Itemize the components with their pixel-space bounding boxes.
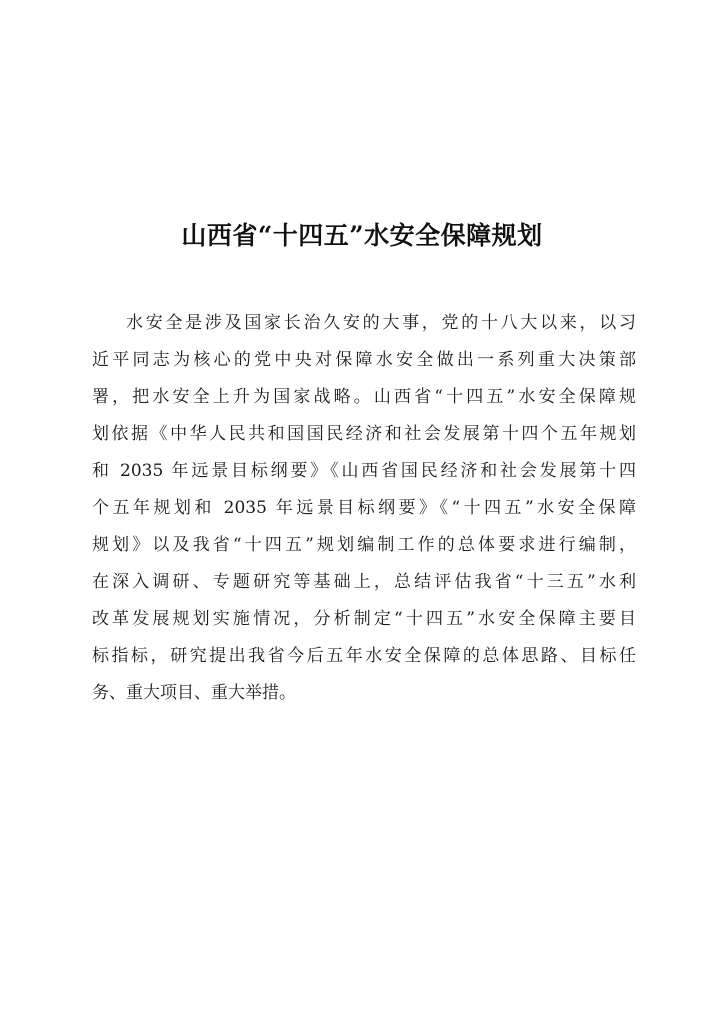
paragraph-line-6: 个五年规划和 2035 年远景目标纲要》《“十四五”水安全保障 — [92, 498, 636, 518]
paragraph-line-9: 改革发展规划实施情况，分析制定“十四五”水安全保障主要目 — [92, 609, 636, 629]
paragraph-line-8: 在深入调研、专题研究等基础上，总结评估我省“十三五”水利 — [92, 572, 636, 592]
paragraph-line-7: 规划》以及我省“十四五”规划编制工作的总体要求进行编制， — [92, 535, 636, 555]
paragraph-line-10: 标指标，研究提出我省今后五年水安全保障的总体思路、目标任 — [92, 646, 636, 666]
paragraph-line-2: 近平同志为核心的党中央对保障水安全做出一系列重大决策部 — [92, 350, 636, 370]
paragraph-line-3: 署，把水安全上升为国家战略。山西省“十四五”水安全保障规 — [92, 387, 636, 407]
paragraph-line-1: 水安全是涉及国家长治久安的大事，党的十八大以来，以习 — [126, 313, 636, 333]
paragraph-line-11: 务、重大项目、重大举措。 — [92, 683, 296, 703]
document-title: 山西省“十四五”水安全保障规划 — [181, 221, 543, 250]
paragraph-line-4: 划依据《中华人民共和国国民经济和社会发展第十四个五年规划 — [92, 424, 636, 444]
paragraph-line-5: 和 2035 年远景目标纲要》《山西省国民经济和社会发展第十四 — [92, 461, 636, 481]
body-paragraph — [92, 305, 636, 712]
